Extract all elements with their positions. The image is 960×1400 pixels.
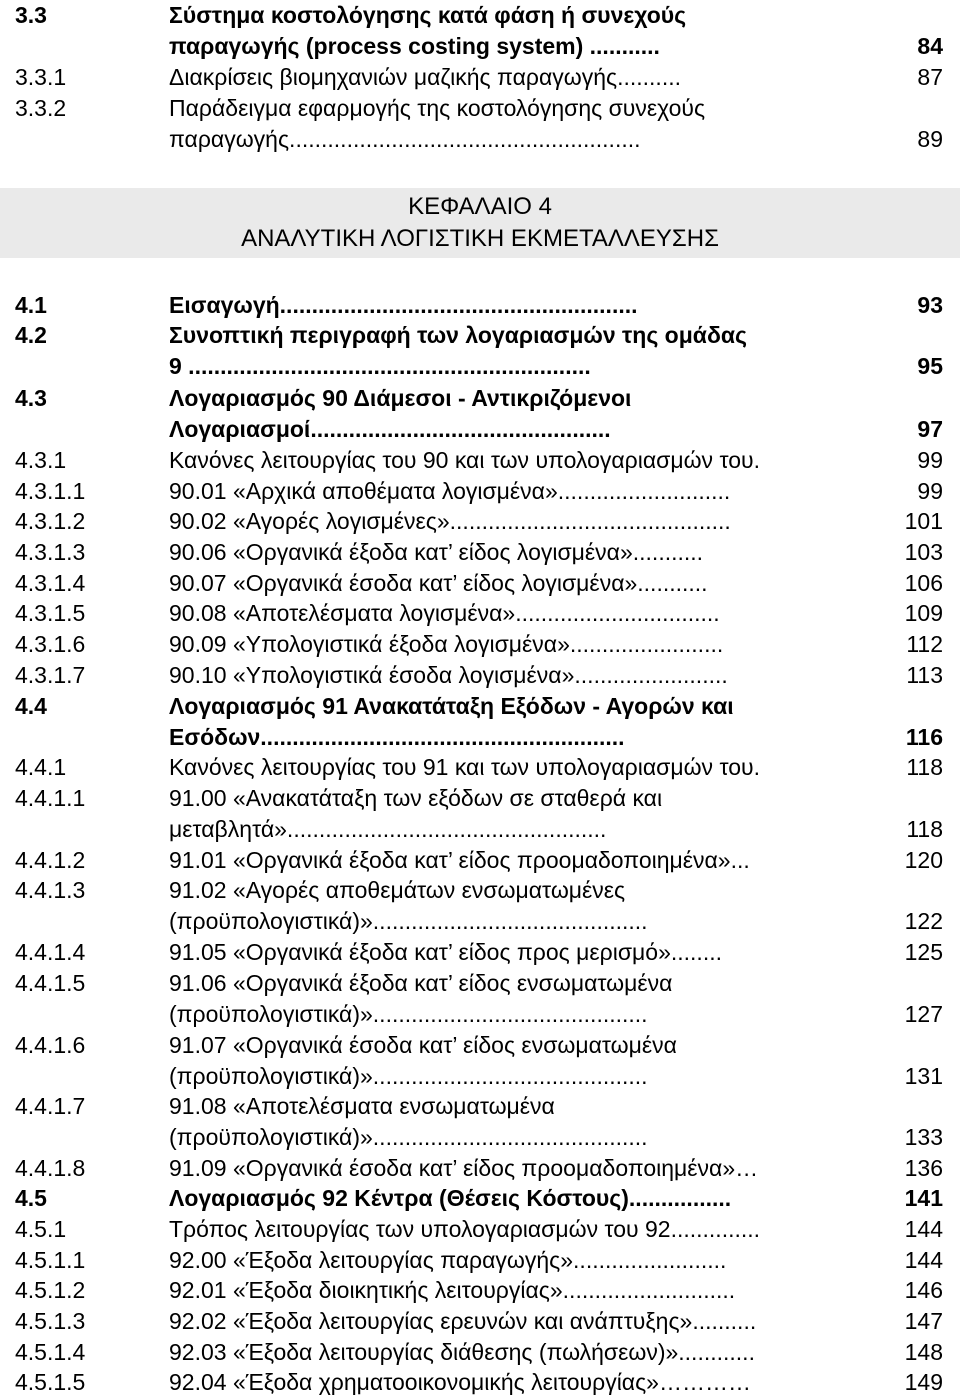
- toc-entry-page: 147: [904, 1308, 943, 1334]
- toc-entry-title: Συνοπτική περιγραφή των λογαριασμών της ομάδας: [169, 322, 747, 348]
- toc-entry-title: (προϋπολογιστικά)»...........................................: [169, 1001, 648, 1027]
- toc-entry-title: 91.07 «Οργανικά έσοδα κατ’ είδος ενσωματωμένα: [169, 1032, 677, 1058]
- toc-entry[interactable]: [0, 1367, 960, 1398]
- toc-entry-page: 101: [904, 508, 943, 534]
- toc-entry-title: 91.08 «Αποτελέσματα ενσωματωμένα: [169, 1093, 555, 1119]
- toc-entry-number: 3.3.2: [15, 95, 67, 121]
- toc-entry-page: 93: [917, 292, 943, 318]
- toc-entry-page: 146: [904, 1277, 943, 1303]
- toc-entry[interactable]: [0, 568, 960, 599]
- toc-entry-number: 4.4.1.2: [15, 847, 86, 873]
- toc-entry-number: 4.3.1.4: [15, 570, 86, 596]
- toc-entry-page: 120: [904, 847, 943, 873]
- toc-entry[interactable]: [0, 1275, 960, 1306]
- toc-entry-title: Τρόπος λειτουργίας των υπολογαριασμών του 92..............: [169, 1216, 761, 1242]
- toc-entry[interactable]: [0, 62, 960, 93]
- toc-entry-number: 4.4.1.8: [15, 1155, 86, 1181]
- toc-entry-number: 4.5.1.3: [15, 1308, 86, 1334]
- toc-entry-number: 4.4.1.5: [15, 970, 86, 996]
- toc-entry[interactable]: [0, 598, 960, 629]
- toc-entry[interactable]: [0, 1337, 960, 1368]
- toc-entry-number: 4.5.1.2: [15, 1277, 86, 1303]
- toc-entry-title: (προϋπολογιστικά)»...........................................: [169, 1063, 648, 1089]
- toc-entry-page: 136: [904, 1155, 943, 1181]
- toc-entry-page: 144: [904, 1247, 943, 1273]
- toc-entry-number: 4.3.1: [15, 447, 67, 473]
- toc-entry-page: 131: [904, 1063, 943, 1089]
- toc-entry[interactable]: [0, 1245, 960, 1276]
- toc-entry-page: 103: [904, 539, 943, 565]
- toc-entry-number: 4.3.1.7: [15, 662, 86, 688]
- toc-entry-page: 87: [917, 64, 943, 90]
- toc-entry-page: 118: [906, 816, 943, 842]
- toc-entry-title: (προϋπολογιστικά)»...........................................: [169, 1124, 648, 1150]
- toc-entry-page: 118: [906, 754, 943, 780]
- toc-entry-page: 97: [917, 416, 943, 442]
- toc-entry-page: 116: [905, 724, 943, 750]
- toc-entry-page: 99: [917, 478, 943, 504]
- toc-entry-title: 92.01 «Έξοδα διοικητικής λειτουργίας»...........................: [169, 1277, 736, 1303]
- toc-entry-title: Κανόνες λειτουργίας του 91 και των υπολογαριασμών του.: [169, 754, 760, 780]
- toc-entry-page: 122: [904, 908, 943, 934]
- toc-entry-title: 92.02 «Έξοδα λειτουργίας ερευνών και ανάπτυξης»..........: [169, 1308, 757, 1334]
- toc-entry-title: 9 ...............................................................: [169, 353, 591, 379]
- toc-entry-title: Λογαριασμοί...............................................: [169, 416, 611, 442]
- toc-entry-title: Λογαριασμός 90 Διάμεσοι - Αντικριζόμενοι: [169, 385, 632, 411]
- toc-entry-title: 90.08 «Αποτελέσματα λογισμένα»................................: [169, 600, 720, 626]
- toc-entry[interactable]: [0, 968, 960, 1030]
- chapter-number: ΚΕΦΑΛΑΙΟ 4: [408, 193, 552, 220]
- toc-entry[interactable]: [0, 691, 960, 753]
- toc-entry-title: 91.01 «Οργανικά έξοδα κατ’ είδος προομαδοποιημένα»...: [169, 847, 750, 873]
- toc-entry-title: 90.09 «Υπολογιστικά έξοδα λογισμένα»........................: [169, 631, 724, 657]
- toc-entry[interactable]: [0, 783, 960, 845]
- toc-entry[interactable]: [0, 476, 960, 507]
- toc-entry-title: Εισαγωγή........................................................: [169, 292, 638, 318]
- toc-entry-title: Λογαριασμός 91 Ανακατάταξη Εξόδων - Αγορών και: [169, 693, 734, 719]
- toc-entry[interactable]: [0, 660, 960, 691]
- toc-entry-page: 112: [906, 631, 943, 657]
- toc-entry[interactable]: [0, 875, 960, 937]
- toc-entry-number: 4.2: [15, 322, 47, 348]
- toc-entry-number: 4.1: [15, 292, 47, 318]
- toc-entry-title: Κανόνες λειτουργίας του 90 και των υπολογαριασμών του.: [169, 447, 760, 473]
- toc-entry-page: 125: [904, 939, 943, 965]
- toc-entry-number: 4.4.1.3: [15, 877, 86, 903]
- toc-entry-title: 92.03 «Έξοδα λειτουργίας διάθεσης (πωλήσεων)»............: [169, 1339, 755, 1365]
- toc-entry-page: 89: [917, 126, 943, 152]
- toc-entry-number: 4.5.1.5: [15, 1369, 86, 1395]
- toc-entry-number: 4.3.1.6: [15, 631, 86, 657]
- toc-entry[interactable]: [0, 1153, 960, 1184]
- toc-entry-page: 149: [904, 1369, 943, 1395]
- toc-entry-title: 90.02 «Αγορές λογισμένες»............................................: [169, 508, 731, 534]
- chapter-title: ΑΝΑΛΥΤΙΚΗ ΛΟΓΙΣΤΙΚΗ ΕΚΜΕΤΑΛΛΕΥΣΗΣ: [241, 225, 719, 252]
- toc-entry-page: 113: [906, 662, 943, 688]
- toc-entry-number: 3.3: [15, 2, 47, 28]
- toc-entry-number: 4.3.1.2: [15, 508, 86, 534]
- toc-entry[interactable]: [0, 1183, 960, 1214]
- toc-entry-title: παραγωγής.......................................................: [169, 126, 641, 152]
- toc-entry[interactable]: [0, 320, 960, 382]
- toc-entry-title: 91.05 «Οργανικά έξοδα κατ’ είδος προς μερισμό»........: [169, 939, 722, 965]
- toc-entry-number: 4.4.1.4: [15, 939, 86, 965]
- toc-entry-page: 99: [917, 447, 943, 473]
- toc-entry[interactable]: [0, 383, 960, 445]
- toc-entry[interactable]: [0, 1091, 960, 1153]
- toc-entry-title: 90.10 «Υπολογιστικά έσοδα λογισμένα»........................: [169, 662, 728, 688]
- toc-entry-title: Εσόδων.........................................................: [169, 724, 625, 750]
- toc-entry-title: 90.01 «Αρχικά αποθέματα λογισμένα»...........................: [169, 478, 731, 504]
- toc-entry[interactable]: [0, 506, 960, 537]
- toc-entry-number: 4.4.1.1: [15, 785, 86, 811]
- toc-entry-number: 4.4.1.7: [15, 1093, 86, 1119]
- toc-entry-number: 4.3.1.5: [15, 600, 86, 626]
- toc-entry-number: 4.5: [15, 1185, 47, 1211]
- toc-entry-title: Διακρίσεις βιομηχανιών μαζικής παραγωγής..........: [169, 64, 681, 90]
- toc-entry-number: 4.5.1.4: [15, 1339, 86, 1365]
- toc-entry-number: 4.4.1.6: [15, 1032, 86, 1058]
- toc-entry-page: 106: [904, 570, 943, 596]
- toc-entry-title: (προϋπολογιστικά)»...........................................: [169, 908, 648, 934]
- toc-entry-number: 4.3: [15, 385, 47, 411]
- toc-entry[interactable]: [0, 93, 960, 155]
- toc-entry-title: Σύστημα κοστολόγησης κατά φάση ή συνεχούς: [169, 2, 687, 28]
- toc-entry[interactable]: [0, 1030, 960, 1092]
- chapter-heading: [0, 188, 960, 258]
- toc-entry-page: 148: [904, 1339, 943, 1365]
- toc-entry-number: 4.4.1: [15, 754, 67, 780]
- toc-entry-title: Λογαριασμός 92 Κέντρα (Θέσεις Κόστους)................: [169, 1185, 732, 1211]
- toc-entry[interactable]: [0, 290, 960, 321]
- toc-entry-page: 109: [904, 600, 943, 626]
- toc-entry-title: παραγωγής (process costing system) ...........: [169, 33, 660, 59]
- toc-entry-title: 91.09 «Οργανικά έσοδα κατ’ είδος προομαδοποιημένα»…: [169, 1155, 759, 1181]
- toc-entry-page: 141: [904, 1185, 943, 1211]
- toc-entry-number: 3.3.1: [15, 64, 67, 90]
- toc-entry-number: 4.3.1.3: [15, 539, 86, 565]
- toc-entry-title: 91.00 «Ανακατάταξη των εξόδων σε σταθερά και: [169, 785, 663, 811]
- toc-entry-title: 92.04 «Έξοδα χρηματοοικονομικής λειτουργίας»…………: [169, 1369, 751, 1395]
- toc-entry-title: 90.06 «Οργανικά έξοδα κατ’ είδος λογισμένα»...........: [169, 539, 704, 565]
- toc-entry-page: 127: [904, 1001, 943, 1027]
- toc-entry-page: 84: [917, 33, 943, 59]
- toc-entry[interactable]: [0, 537, 960, 568]
- toc-entry[interactable]: [0, 1306, 960, 1337]
- toc-entry-title: 92.00 «Έξοδα λειτουργίας παραγωγής»........................: [169, 1247, 727, 1273]
- toc-entry-title: 91.06 «Οργανικά έξοδα κατ’ είδος ενσωματωμένα: [169, 970, 673, 996]
- toc-entry[interactable]: [0, 629, 960, 660]
- toc-entry-page: 133: [904, 1124, 943, 1150]
- toc-entry[interactable]: [0, 937, 960, 968]
- toc-entry[interactable]: [0, 845, 960, 876]
- toc-entry-title: 91.02 «Αγορές αποθεμάτων ενσωματωμένες: [169, 877, 626, 903]
- toc-entry-title: Παράδειγμα εφαρμογής της κοστολόγησης συνεχούς: [169, 95, 706, 121]
- toc-entry-number: 4.3.1.1: [15, 478, 86, 504]
- toc-entry-page: 144: [904, 1216, 943, 1242]
- toc-entry-number: 4.5.1.1: [15, 1247, 86, 1273]
- toc-entry-title: μεταβλητά»..................................................: [169, 816, 607, 842]
- toc-entry-page: 95: [917, 353, 943, 379]
- toc-entry-title: 90.07 «Οργανικά έσοδα κατ’ είδος λογισμένα»...........: [169, 570, 708, 596]
- toc-entry-number: 4.4: [15, 693, 47, 719]
- toc-entry[interactable]: [0, 752, 960, 783]
- toc-entry[interactable]: [0, 1214, 960, 1245]
- toc-entry[interactable]: [0, 0, 960, 62]
- toc-entry[interactable]: [0, 445, 960, 476]
- toc-entry-number: 4.5.1: [15, 1216, 67, 1242]
